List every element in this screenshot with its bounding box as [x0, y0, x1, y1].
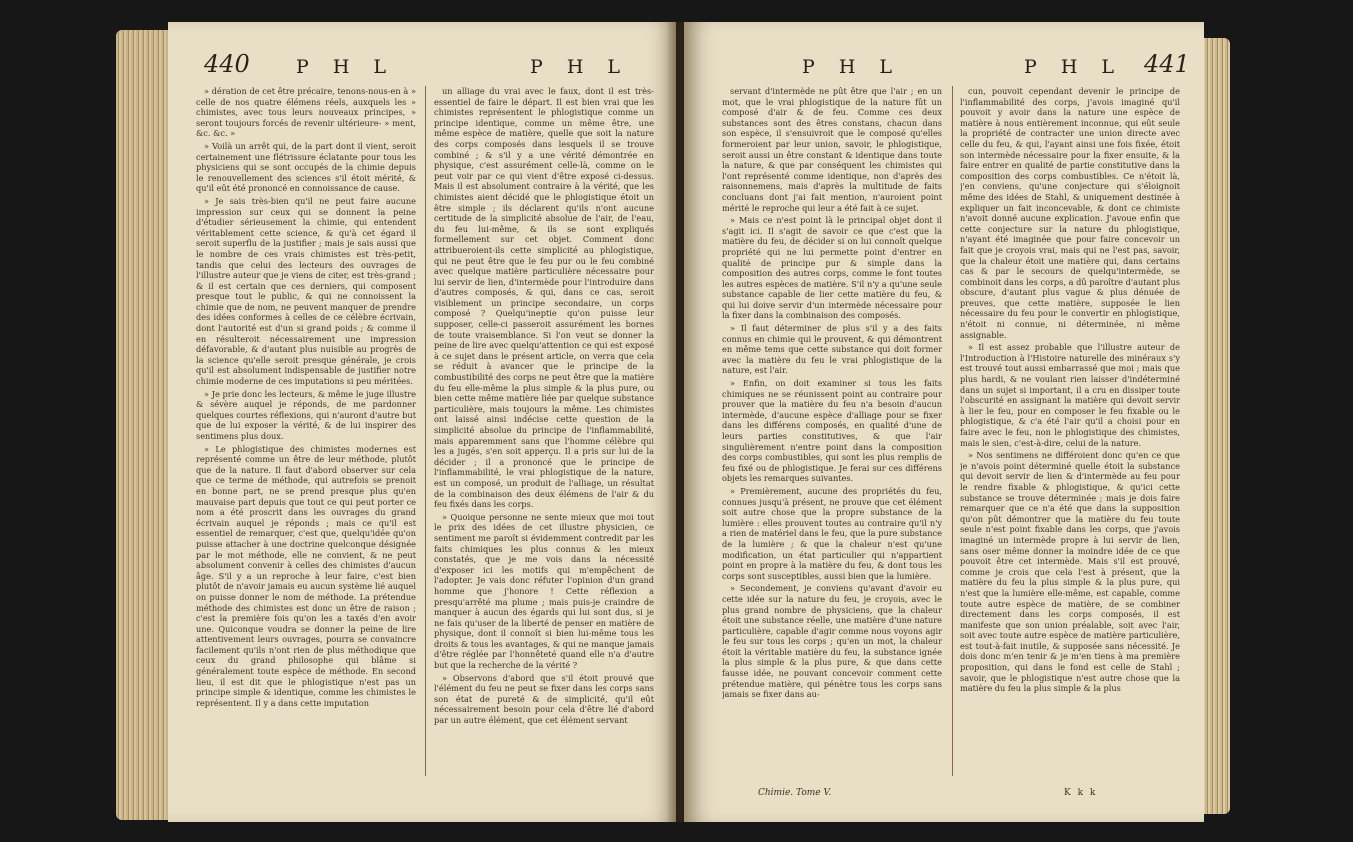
paragraph: » Secondement, je conviens qu'avant d'avoir eu cette idée sur la nature du feu, je croyois, avec le plus grand nombre de physiciens, que la chaleur étoit une substance réelle, une matière d'une nature particulière, capable d'agir comme nous voyons agir le feu sur tous les corps ; qu'en un mot, la chaleur étoit la véritable matière du feu, la substance ignée la plus simple & la plus pure, & que dans cette fausse idée, ne pouvant concevoir comment cette prétendue matière, qui pénètre tous les corps sans jamais se fixer dans au- [722, 583, 942, 700]
column-rule [425, 86, 426, 776]
column-rule [952, 86, 953, 776]
running-head-right: P H L [530, 56, 630, 78]
paragraph: » Il faut déterminer de plus s'il y a des faits connus en chimie qui le prouvent, & qui démontrent en même tems que cette substance qui doit former avec la matière du feu le vrai phlogistique de la nature, est l'air. [722, 323, 942, 376]
signature-mark: K k k [1064, 788, 1098, 798]
paragraph: » Je sais très-bien qu'il ne peut faire aucune impression sur ceux qui se donnent la peine d'étudier sérieusement la chimie, qui entendent véritablement cette science, & qu'à cet égard il seroit superflu de la justifier ; mais je sais aussi que le nombre de ces vrais chimistes est très-petit, tandis que celui des lecteurs des ouvrages de l'illustre auteur que je viens de citer, est très-grand ; & il est certain que ces derniers, qui composent presque tout le public, & qui ne connoissent la chimie que de nom, ne peuvent manquer de prendre des idées conformes à celles de ce célèbre écrivain, dont l'autorité est d'un si grand poids ; & comme il en résulteroit nécessairement une impression défavorable, & d'autant plus nuisible au progrès de la science qu'elle seroit presque générale, je crois qu'il est absolument indispensable de justifier notre chimie moderne de ces imputations si peu méritées. [196, 195, 416, 387]
paragraph: » Voilà un arrêt qui, de la part dont il vient, seroit certainement une flétrissure éclatante pour tous les physiciens qui se sont occupés de la chimie depuis le renouvellement des sciences s'il étoit mérité, & qu'il eût été prononcé en connoissance de cause. [196, 140, 416, 194]
text-column-1 [196, 86, 416, 786]
paragraph: » Nos sentimens ne différoient donc qu'en ce que je n'avois point déterminé quelle étoit la substance qui devoit servir de lien & d'intermède au feu pour le rendre fixable & phlogistique, & qu'ici cette substance se trouve déterminée ; mais je dois faire remarquer que ce n'a été que dans la supposition qu'on pût démontrer que la matière du feu toute seule n'est point fixable dans les corps, que j'avois imaginé un intermède propre à lui servir de lien, sans oser même donner la moindre idée de ce que pouvoit être cet intermède. Mais s'il est prouvé, comme je crois que cela l'est à présent, que la matière du feu la plus simple & la plus pure, qui n'est que la lumière elle-même, est capable, comme toute autre espèce de matière, de se combiner directement dans les corps composés, il est manifeste que son union préalable, soit avec l'air, soit avec toute autre espèce de matière particulière, est tout-à-fait inutile, & supposée sans nécessité. Je dois donc m'en tenir & je m'en tiens à ma première proposition, qui dans le fond est celle de Stahl ; savoir, que le phlogistique n'est autre chose que la matière du feu la plus simple & la plus [960, 450, 1180, 694]
paragraph: » Le phlogistique des chimistes modernes est représenté comme un être de leur méthode, plutôt que de la nature. Il faut d'abord observer sur cela que ce terme de méthode, qui autrefois se prenoit en bonne part, ne se prend presque plus qu'en mauvaise part depuis que tout ce qui peut porter ce nom a été proscrit dans les ouvrages du grand écrivain auquel je réponds ; mais ce qu'il est essentiel de remarquer, c'est que, quelqu'idée qu'on puisse attacher à une doctrine quelconque désignée par le mot méthode, elle ne convient, & ne peut absolument convenir à celles des chimistes d'aucun âge. S'il y a un reproche à leur faire, c'est bien plutôt de n'avoir jamais eu aucun système lié auquel on puisse donner le nom de méthode. La prétendue méthode des chimistes est donc un être de raison ; c'est la première fois qu'on les a taxés d'en avoir une. Quiconque voudra se donner la peine de lire attentivement leurs ouvrages, pourra se convaincre facilement qu'ils n'ont rien de plus méthodique que ceux du grand philosophe qui blâme si généralement toute espèce de méthode. En second lieu, il est dit que le phlogistique n'est pas un principe simple & identique, comme les chimistes le représentent. Il y a dans cette imputation [196, 443, 416, 708]
paragraph: un alliage du vrai avec le faux, dont il est très-essentiel de faire le départ. Il est bien vrai que les chimistes représentent le phlogistique comme un principe identique, comme un même être, une même espèce de matière, quelle que soit la nature des corps composés dans lesquels il se trouve combiné ; & s'il y a une vérité démontrée en physique, c'est assurément celle-là, comme on le peut voir par ce qui vient d'être exposé ci-dessus. Mais il est absolument contraire à la vérité, que les chimistes aient décidé que le phlogistique étoit un être simple ; ils déclarent qu'ils n'ont aucune certitude de la simplicité absolue de l'air, de l'eau, du feu lui-même, & ils se sont expliqués formellement sur cet objet. Comment donc attribueroient-ils cette simplicité au phlogistique, qui ne peut être que le feu pur ou le feu combiné avec quelque matière particulière nécessaire pour lui servir de lien, d'intermède pour l'introduire dans d'autres composés, & qui, dans ce cas, seroit visiblement un principe secondaire, un corps composé ? Quelqu'ineptie qu'on puisse leur supposer, celle-ci passeroit assurément les bornes de toute vraisemblance. Si l'on veut se donner la peine de lire avec quelqu'attention ce qui est exposé à ce sujet dans le présent article, on verra que cela se réduit à avancer que le principe de la combustibilité des corps ne peut être que la matière du feu elle-même la plus simple & la plus pure, ou bien cette même matière liée par quelque substance particulière, mais toujours la même. Les chimistes ont laissé ainsi indécise cette question de la simplicité absolue du principe de l'inflammabilité, mais apparemment sans que l'homme célèbre qui les a jugés, s'en soit apperçu. Il a pris sur lui de la décider ; il a prononcé que le principe de l'inflammabilité, le vrai phlogistique de la nature, est un composé, un produit de l'alliage, un résultat de la combinaison des deux élémens de l'air & du feu fixés dans les corps. [434, 86, 654, 510]
paragraph: » Mais ce n'est point là le principal objet dont il s'agit ici. Il s'agit de savoir ce que c'est que la matière du feu, de décider si on lui connoît quelque propriété qui ne lui permette point d'entrer en qualité de principe pur & simple dans la composition des autres corps, comme le font toutes les autres espèces de matière. S'il n'y a qu'une seule substance capable de lier cette matière du feu, & qui lui doive servir d'un intermède nécessaire pour la fixer dans la combinaison des composés. [722, 215, 942, 321]
paragraph: » Observons d'abord que s'il étoit prouvé que l'élément du feu ne peut se fixer dans les corps sans son état de pureté & de simplicité, qu'il eût nécessairement besoin pour cela d'être lié d'abord par un autre élément, que cet élément servant [434, 672, 654, 726]
text-column-1 [722, 86, 942, 786]
left-page [168, 22, 676, 822]
running-head-right: P H L [1024, 56, 1124, 78]
text-column-2 [960, 86, 1180, 786]
paragraph: » dération de cet être précaire, tenons-nous-en à » celle de nos quatre élémens réels, auxquels les » chimistes, avec tous leurs nouveaux principes, » seront toujours forcés de revenir ultérieure- » ment, &c. &c. » [196, 86, 416, 139]
right-page [684, 22, 1204, 822]
footer-title: Chimie. Tome V. [758, 788, 832, 798]
paragraph: » Premièrement, aucune des propriétés du feu, connues jusqu'à présent, ne prouve que cet élément soit autre chose que la propre substance de la lumière : elles prouvent toutes au contraire qu'il n'y a rien de matériel dans le feu, que la pure substance de la lumière ; & que la chaleur n'est qu'une modification, un état particulier qui n'appartient point en propre à la matière du feu, & dont tous les corps sont susceptibles, aussi bien que la lumière. [722, 485, 942, 581]
running-head-left: P H L [296, 56, 396, 78]
paragraph: » Quoique personne ne sente mieux que moi tout le prix des idées de cet illustre physicien, ce sentiment me paroît si évidemment contredit par les faits chimiques les plus connus & les mieux constatés, que je me vois dans la nécessité d'exposer ici les motifs qui m'empêchent de l'adopter. Je vais donc réfuter l'opinion d'un grand homme que j'honore ! Cette réflexion a presqu'arrêté ma plume ; mais puis-je craindre de manquer à aucun des égards qui lui sont dus, si je ne fais qu'user de la liberté de penser en matière de physique, dont il connoît si bien lui-même tous les droits & tous les avantages, & qui ne manque jamais d'être réglée par l'honnêteté quand elle n'a d'autre but que la recherche de la vérité ? [434, 511, 654, 671]
paragraph: cun, pouvoit cependant devenir le principe de l'inflammabilité des corps, j'avois imaginé qu'il pouvoit y avoir dans la nature une espèce de matière à nous entièrement inconnue, qui eût seule la propriété de contracter une union directe avec celle du feu, & qui, l'ayant ainsi une fois fixée, étoit son intermède nécessaire pour la fixer ensuite, & la faire entrer en qualité de partie constitutive dans la composition des corps combustibles. Ce n'étoit là, j'en conviens, qu'une conjecture qui s'éloignoit même des idées de Stahl, & uniquement destinée à expliquer un fait inconcevable, & dont ce chimiste n'avoit donné aucune explication. J'avoue enfin que cette conjecture sur la nature du phlogistique, n'ayant été imaginée que pour faire concevoir un fait que je croyois vrai, mais qui ne l'est pas, savoir, que la chaleur étoit une matière qui, dans certains cas & par le secours de quelqu'intermède, se combinoit dans les corps, a dû paroître d'autant plus obscure, d'autant plus vague & plus dénuée de preuves, que cette matière, supposée le lien nécessaire du feu pour le convertir en phlogistique, n'étoit ni connue, ni déterminée, ni même assignable. [960, 86, 1180, 340]
paragraph: » Il est assez probable que l'illustre auteur de l'Introduction à l'Histoire naturelle des minéraux s'y est trouvé tout aussi embarrassé que moi ; mais que plus hardi, & ne voulant rien laisser d'indéterminé dans un sujet si important, il a cru en dissiper toute l'obscurité en assignant la matière qui devoit servir à lier le feu, pour en composer le feu fixable ou le phlogistique, & c'a été l'air qu'il a choisi pour en faire avec le feu, non le phlogistique des chimistes, mais le sien, c'est-à-dire, celui de la nature. [960, 342, 1180, 448]
paragraph: servant d'intermède ne pût être que l'air ; en un mot, que le vrai phlogistique de la nature fût un composé d'air & de feu. Comme ces deux substances sont des êtres constans, chacun dans son espèce, il s'ensuivroit que le composé qu'elles formeroient par leur union, savoir, le phlogistique, seroit aussi un être constant & identique dans toute la nature, & que par conséquent les chimistes qui l'ont représenté comme identique, non d'après des raisonnemens, mais d'après la multitude de faits concluans dont j'ai fait mention, n'auroient point mérité le reproche qui leur a été fait à ce sujet. [722, 86, 942, 213]
paragraph: » Je prie donc les lecteurs, & même le juge illustre & sévère auquel je réponds, de me pardonner quelques courtes réflexions, qui n'auront d'autre but que de lui exposer la vérité, & de lui inspirer des sentimens plus doux. [196, 388, 416, 441]
page-number: 441 [1144, 50, 1190, 78]
running-head-left: P H L [802, 56, 902, 78]
paragraph: » Enfin, on doit examiner si tous les faits chimiques ne se réunissent point au contraire pour prouver que la matière du feu n'a besoin d'aucun intermède, d'aucune espèce d'alliage pour se fixer dans les différens composés, en qualité d'une de leurs parties constitutives, & que l'air singulièrement n'entre point dans la composition des corps combustibles, qui sont les plus remplis de feu fixé ou de phlogistique. Je ferai sur ces différens objets les remarques suivantes. [722, 378, 942, 484]
text-column-2 [434, 86, 654, 786]
page-number: 440 [204, 50, 250, 78]
